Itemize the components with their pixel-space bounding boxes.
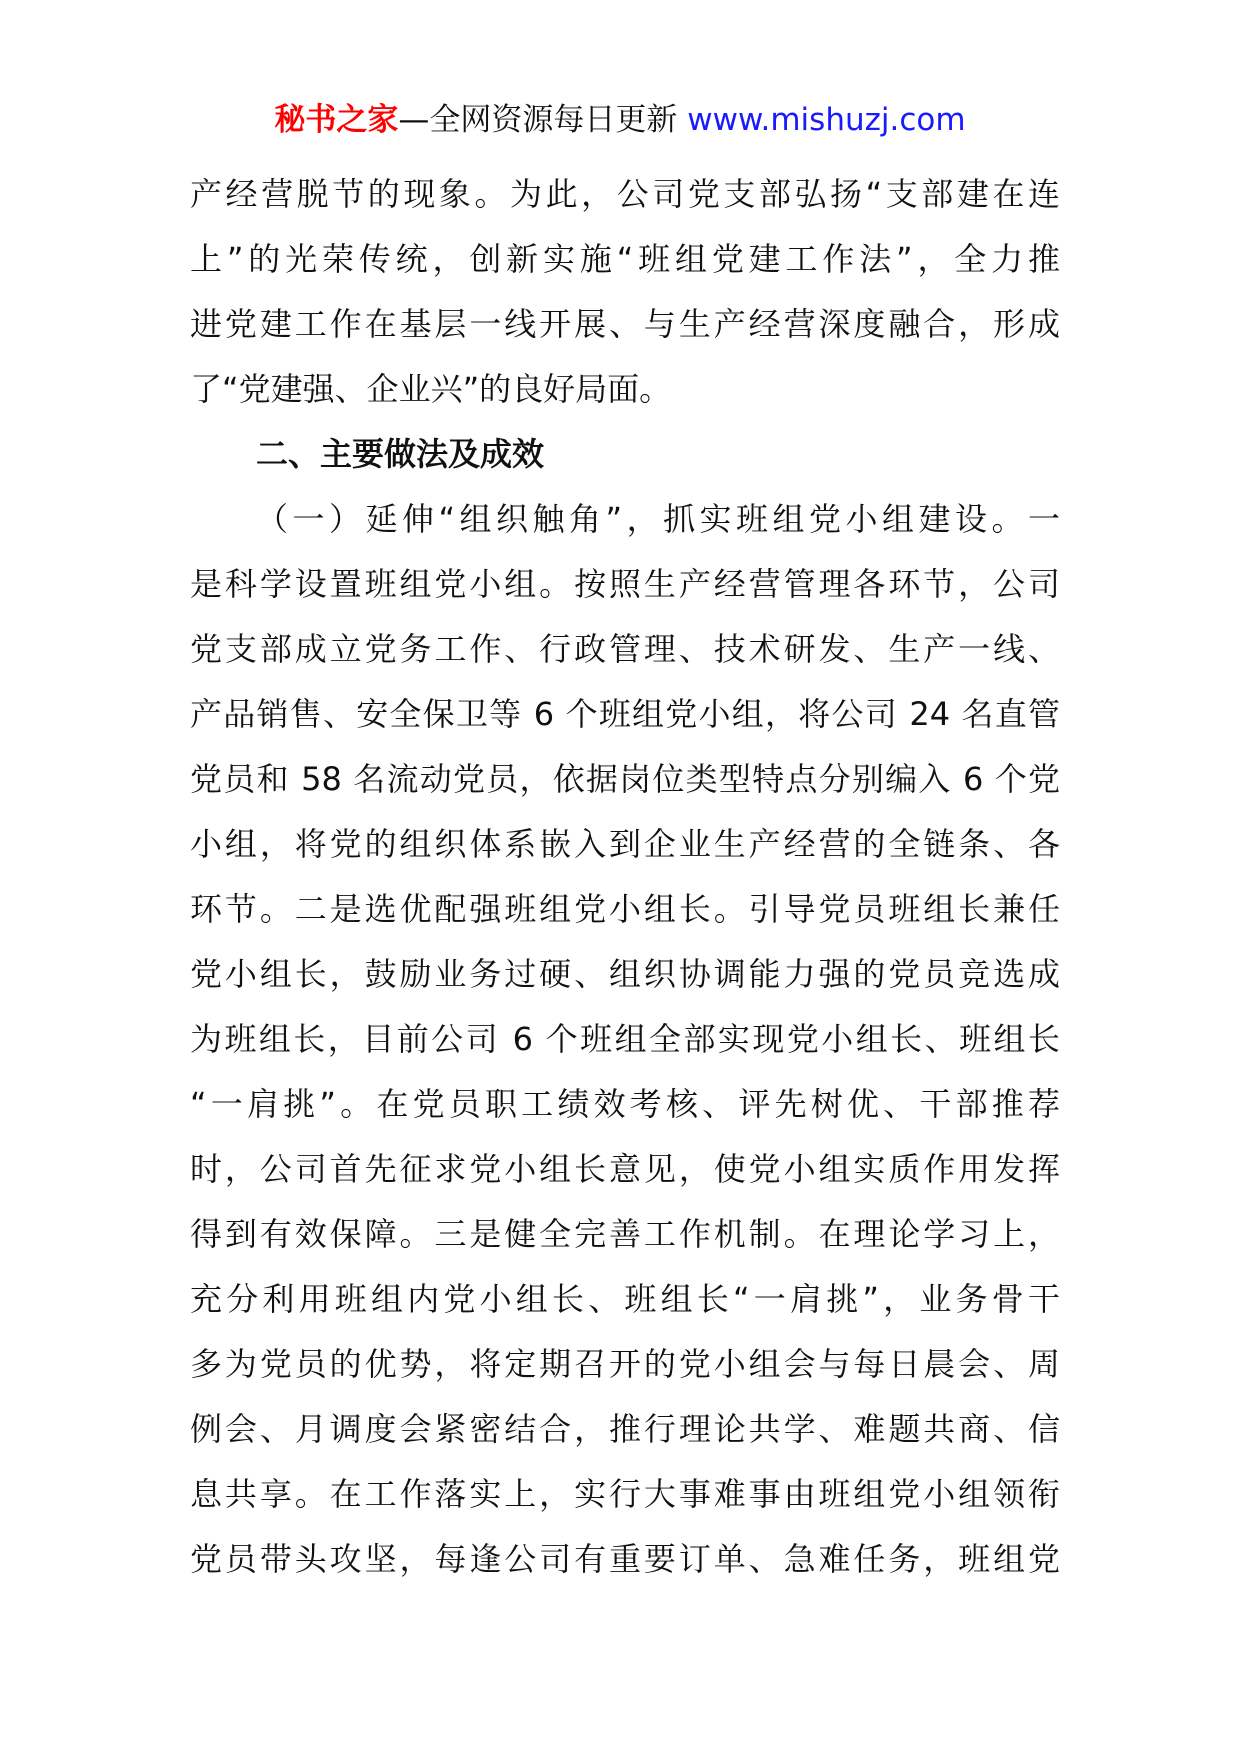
text-line: 息共享。在工作落实上，实行大事难事由班组党小组领衔 bbox=[190, 1475, 1060, 1513]
text-line: （一）延伸“组织触角”，抓实班组党小组建设。一 bbox=[256, 500, 1060, 538]
text-line: “一肩挑”。在党员职工绩效考核、评先树优、干部推荐 bbox=[190, 1085, 1060, 1123]
text-line: 上”的光荣传统，创新实施“班组党建工作法”，全力推 bbox=[190, 240, 1060, 278]
text-line: 环节。二是选优配强班组党小组长。引导党员班组长兼任 bbox=[190, 890, 1060, 928]
text-line: 为班组长，目前公司 6 个班组全部实现党小组长、班组长 bbox=[190, 1020, 1060, 1058]
text-line: 了“党建强、企业兴”的良好局面。 bbox=[190, 370, 672, 408]
text-line: 例会、月调度会紧密结合，推行理论共学、难题共商、信 bbox=[190, 1410, 1060, 1448]
text-line: 党员和 58 名流动党员，依据岗位类型特点分别编入 6 个党 bbox=[190, 760, 1060, 798]
document-body bbox=[190, 162, 1060, 1592]
section-heading: 二、主要做法及成效 bbox=[256, 435, 545, 473]
text-line: 小组，将党的组织体系嵌入到企业生产经营的全链条、各 bbox=[190, 825, 1060, 863]
text-line: 党员带头攻坚，每逢公司有重要订单、急难任务，班组党 bbox=[190, 1540, 1060, 1578]
text-line: 得到有效保障。三是健全完善工作机制。在理论学习上， bbox=[190, 1215, 1060, 1253]
text-line: 党支部成立党务工作、行政管理、技术研发、生产一线、 bbox=[190, 630, 1060, 668]
brand-name: 秘书之家 bbox=[274, 102, 399, 138]
text-line: 产经营脱节的现象。为此，公司党支部弘扬“支部建在连 bbox=[190, 175, 1060, 213]
text-line: 产品销售、安全保卫等 6 个班组党小组，将公司 24 名直管 bbox=[190, 695, 1060, 733]
site-url-link[interactable]: www.mishuzj.com bbox=[687, 102, 966, 138]
text-line: 多为党员的优势，将定期召开的党小组会与每日晨会、周 bbox=[190, 1345, 1060, 1383]
text-line: 是科学设置班组党小组。按照生产经营管理各环节，公司 bbox=[190, 565, 1060, 603]
text-line: 党小组长，鼓励业务过硬、组织协调能力强的党员竞选成 bbox=[190, 955, 1060, 993]
header-tagline: —全网资源每日更新 bbox=[398, 102, 688, 138]
text-line: 充分利用班组内党小组长、班组长“一肩挑”，业务骨干 bbox=[190, 1280, 1060, 1318]
document-header bbox=[0, 98, 1240, 142]
text-line: 进党建工作在基层一线开展、与生产经营深度融合，形成 bbox=[190, 305, 1060, 343]
text-line: 时，公司首先征求党小组长意见，使党小组实质作用发挥 bbox=[190, 1150, 1060, 1188]
